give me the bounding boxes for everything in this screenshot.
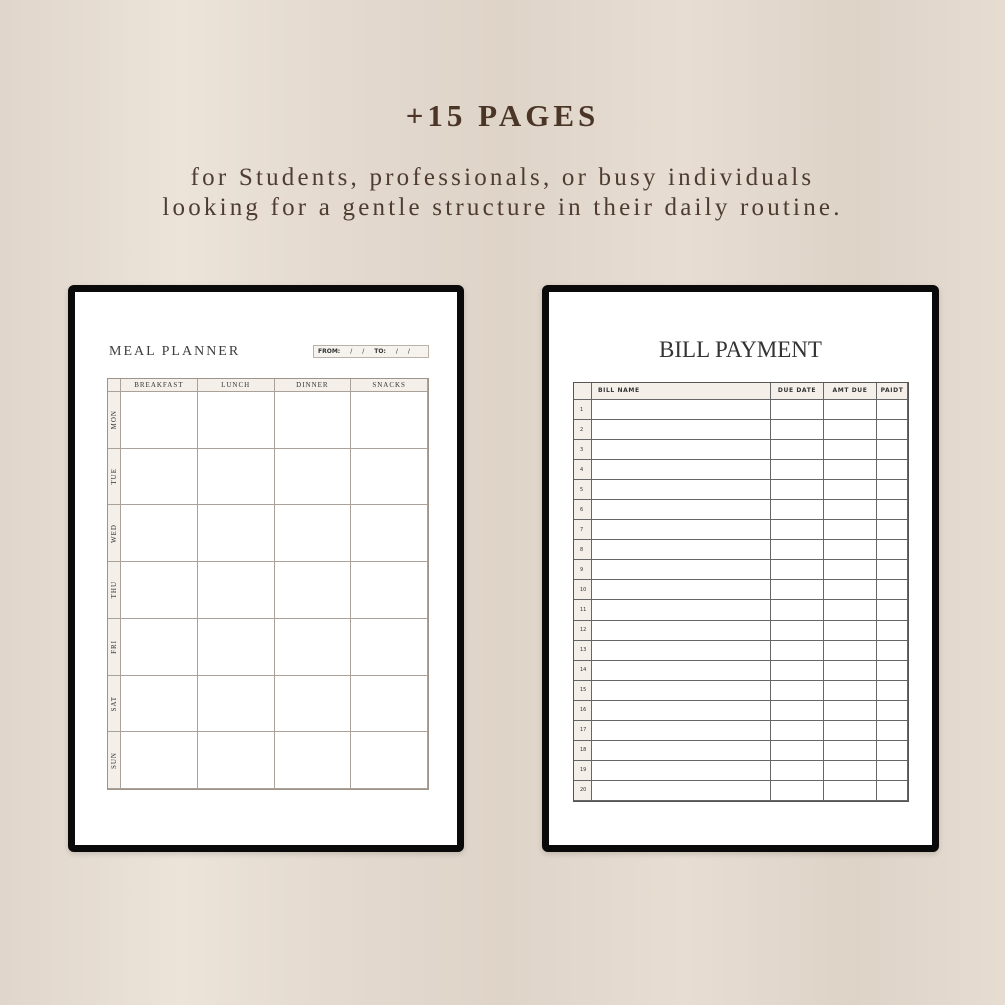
day-label-cell [108,732,121,789]
bill-payment-title: BILL PAYMENT [659,337,822,362]
row-number: 18 [574,741,592,761]
grid-corner [574,383,592,400]
tablet-bill-payment [542,285,939,852]
day-label: TUE [110,468,118,485]
bill-cell [877,420,908,440]
bill-cell [824,661,877,681]
from-label: FROM: [318,348,341,355]
bill-cell [877,721,908,741]
bill-cell [877,520,908,540]
bill-cell [771,420,824,440]
bill-cell [877,641,908,661]
meal-cell [198,562,275,619]
bill-cell [824,641,877,661]
headline: +15 PAGES [405,98,600,133]
bill-cell [592,721,771,741]
bill-cell [771,721,824,741]
row-number: 3 [574,440,592,460]
bill-cell [592,761,771,781]
row-number: 12 [574,621,592,641]
bill-cell [592,400,771,420]
bill-column-header: PAIDT [877,383,908,400]
meal-cell [121,562,198,619]
bill-cell [592,741,771,761]
bill-cell [771,661,824,681]
bill-cell [771,580,824,600]
from-slash-1: / [350,348,353,355]
bill-cell [592,580,771,600]
bill-cell [592,621,771,641]
row-number: 4 [574,460,592,480]
bill-cell [824,721,877,741]
row-number: 9 [574,560,592,580]
row-number: 20 [574,781,592,801]
meal-cell [121,449,198,506]
day-label-cell [108,562,121,619]
row-number: 2 [574,420,592,440]
row-number: 6 [574,500,592,520]
bill-cell [771,641,824,661]
meal-cell [198,505,275,562]
tablet-meal-planner [68,285,464,852]
row-number: 8 [574,540,592,560]
meal-planner-grid [107,378,429,790]
bill-cell [824,600,877,620]
bill-cell [771,621,824,641]
meal-cell [275,562,352,619]
meal-cell [351,562,428,619]
date-range-box [313,345,429,358]
meal-cell [121,732,198,789]
meal-cell [351,676,428,733]
row-number: 7 [574,520,592,540]
meal-cell [121,392,198,449]
row-number: 15 [574,681,592,701]
bill-cell [824,400,877,420]
from-slash-2: / [362,348,365,355]
row-number: 17 [574,721,592,741]
day-label: WED [110,523,118,543]
meal-cell [121,505,198,562]
meal-cell [351,505,428,562]
bill-cell [877,560,908,580]
bill-cell [877,480,908,500]
meal-cell [198,676,275,733]
bill-column-header: AMT DUE [824,383,877,400]
meal-cell [351,732,428,789]
bill-cell [877,761,908,781]
bill-cell [877,781,908,801]
meal-cell [198,732,275,789]
bill-cell [771,681,824,701]
meal-cell [275,619,352,676]
bill-cell [771,480,824,500]
day-label: SUN [110,751,118,769]
bill-cell [824,741,877,761]
row-number: 14 [574,661,592,681]
day-label-cell [108,676,121,733]
meal-cell [198,392,275,449]
bill-cell [877,701,908,721]
bill-cell [877,600,908,620]
meal-cell [351,449,428,506]
meal-cell [351,392,428,449]
bill-cell [877,440,908,460]
bill-cell [771,500,824,520]
bill-cell [771,781,824,801]
day-label: MON [110,410,118,430]
bill-cell [824,701,877,721]
bill-cell [771,540,824,560]
bill-cell [824,540,877,560]
meal-cell [198,619,275,676]
to-slash-2: / [407,348,410,355]
bill-cell [771,600,824,620]
bill-cell [877,681,908,701]
bill-cell [824,460,877,480]
bill-cell [824,580,877,600]
bill-cell [592,500,771,520]
bill-cell [824,440,877,460]
meal-cell [275,505,352,562]
bill-cell [592,600,771,620]
bill-cell [877,741,908,761]
row-number: 1 [574,400,592,420]
bill-cell [592,701,771,721]
bill-cell [877,500,908,520]
row-number: 16 [574,701,592,721]
meal-column-header: BREAKFAST [121,379,198,392]
bill-column-header: BILL NAME [592,383,771,400]
day-label: SAT [110,695,118,712]
grid-corner [108,379,121,392]
meal-column-header: SNACKS [351,379,428,392]
bill-cell [592,520,771,540]
row-number: 10 [574,580,592,600]
meal-cell [275,732,352,789]
bill-cell [877,460,908,480]
meal-cell [198,449,275,506]
bill-cell [592,661,771,681]
meal-cell [351,619,428,676]
meal-cell [275,392,352,449]
bill-cell [824,621,877,641]
bill-cell [771,440,824,460]
meal-planner-title: MEAL PLANNER [109,344,241,359]
meal-cell [275,676,352,733]
bill-cell [824,560,877,580]
row-number: 13 [574,641,592,661]
bill-cell [824,420,877,440]
day-label-cell [108,619,121,676]
bill-column-header: DUE DATE [771,383,824,400]
bill-cell [877,540,908,560]
row-number: 11 [574,600,592,620]
bill-cell [824,681,877,701]
bill-payment-grid [573,382,909,802]
bill-cell [771,741,824,761]
day-label-cell [108,449,121,506]
bill-cell [824,520,877,540]
row-number: 19 [574,761,592,781]
bill-cell [771,460,824,480]
row-number: 5 [574,480,592,500]
bill-cell [877,580,908,600]
meal-column-header: DINNER [275,379,352,392]
bill-cell [771,400,824,420]
bill-cell [824,500,877,520]
day-label: FRI [110,639,118,654]
bill-cell [771,701,824,721]
meal-column-header: LUNCH [198,379,275,392]
day-label-cell [108,392,121,449]
bill-cell [592,781,771,801]
bill-cell [824,781,877,801]
bill-cell [877,621,908,641]
bill-cell [592,560,771,580]
meal-cell [121,619,198,676]
bill-cell [877,661,908,681]
bill-cell [592,480,771,500]
bill-cell [592,460,771,480]
to-slash-1: / [395,348,398,355]
bill-cell [771,520,824,540]
meal-cell [275,449,352,506]
subline: for Students, professionals, or busy individuals looking for a gentle structure in their daily routine. [162,164,843,221]
to-label: TO: [374,348,386,355]
bill-cell [771,560,824,580]
bill-cell [771,761,824,781]
bill-cell [592,681,771,701]
bill-cell [592,420,771,440]
bill-cell [592,440,771,460]
day-label: THU [110,581,118,599]
bill-cell [824,480,877,500]
bill-cell [592,641,771,661]
bill-cell [592,540,771,560]
day-label-cell [108,505,121,562]
meal-cell [121,676,198,733]
bill-cell [824,761,877,781]
bill-cell [877,400,908,420]
